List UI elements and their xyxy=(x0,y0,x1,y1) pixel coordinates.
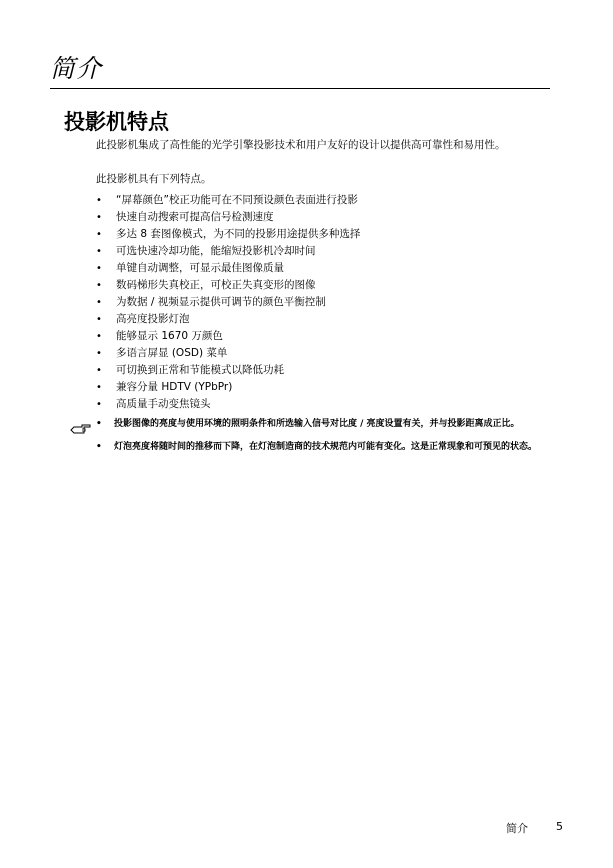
feature-text: 可切换到正常和节能模式以降低功耗 xyxy=(116,364,284,376)
feature-item xyxy=(96,192,360,209)
bullet: • xyxy=(96,314,102,325)
feature-text: “屏幕颜色”校正功能可在不同预设颜色表面进行投影 xyxy=(116,194,358,206)
bullet: • xyxy=(96,280,102,291)
bullet: • xyxy=(96,442,102,452)
note-text: 灯泡亮度将随时间的推移而下降，在灯泡制造商的技术规范内可能有变化。这是正常现象和可预见的状态。 xyxy=(114,442,538,452)
bullet: • xyxy=(96,399,102,410)
bullet: • xyxy=(96,297,102,308)
note-item xyxy=(70,418,550,431)
intro-paragraph-2: 此投影机具有下列特点。 xyxy=(96,173,212,185)
feature-item xyxy=(96,328,360,345)
feature-text: 快速自动搜索可提高信号检测速度 xyxy=(116,211,274,223)
feature-text: 高亮度投影灯泡 xyxy=(116,313,190,325)
feature-text: 可选快速冷却功能，能缩短投影机冷却时间 xyxy=(116,245,316,257)
bullet: • xyxy=(96,263,102,274)
feature-item xyxy=(96,226,360,243)
page-number: 5 xyxy=(556,820,563,833)
feature-text: 能够显示 1670 万颜色 xyxy=(116,330,223,342)
feature-item xyxy=(96,362,360,379)
feature-text: 单键自动调整，可显示最佳图像质量 xyxy=(116,262,284,274)
footer-chapter-label: 简介 xyxy=(506,822,528,835)
feature-text: 数码梯形失真校正，可校正失真变形的图像 xyxy=(116,279,316,291)
feature-text: 多语言屏显 (OSD) 菜单 xyxy=(116,347,228,359)
feature-item xyxy=(96,294,360,311)
feature-item xyxy=(96,243,360,260)
bullet: • xyxy=(96,365,102,376)
note-text: 投影图像的亮度与使用环境的照明条件和所选输入信号对比度 / 亮度设置有关，并与投影距离成正比。 xyxy=(114,419,520,429)
bullet: • xyxy=(96,195,102,206)
note-item xyxy=(70,441,550,454)
section-title: 投影机特点 xyxy=(64,110,169,134)
bullet: • xyxy=(96,229,102,240)
chapter-header xyxy=(50,52,550,89)
bullet: • xyxy=(96,212,102,223)
feature-text: 多达 8 套图像模式，为不同的投影用途提供多种选择 xyxy=(116,228,361,240)
bullet: • xyxy=(96,331,102,342)
feature-text: 为数据 / 视频显示提供可调节的颜色平衡控制 xyxy=(116,296,326,308)
feature-item xyxy=(96,260,360,277)
bullet: • xyxy=(96,246,102,257)
feature-item xyxy=(96,277,360,294)
feature-text: 兼容分量 HDTV (YPbPr) xyxy=(116,381,233,393)
intro-paragraph: 此投影机集成了高性能的光学引擎投影技术和用户友好的设计以提供高可靠性和易用性。 xyxy=(96,139,506,151)
feature-text: 高质量手动变焦镜头 xyxy=(116,398,211,410)
feature-item xyxy=(96,345,360,362)
notes-section xyxy=(70,418,550,464)
feature-list xyxy=(96,192,360,413)
bullet: • xyxy=(96,348,102,359)
feature-item xyxy=(96,396,360,413)
chapter-title: 简介 xyxy=(50,54,103,83)
feature-item xyxy=(96,311,360,328)
bullet: • xyxy=(96,419,102,429)
feature-item xyxy=(96,209,360,226)
feature-item xyxy=(96,379,360,396)
bullet: • xyxy=(96,382,102,393)
